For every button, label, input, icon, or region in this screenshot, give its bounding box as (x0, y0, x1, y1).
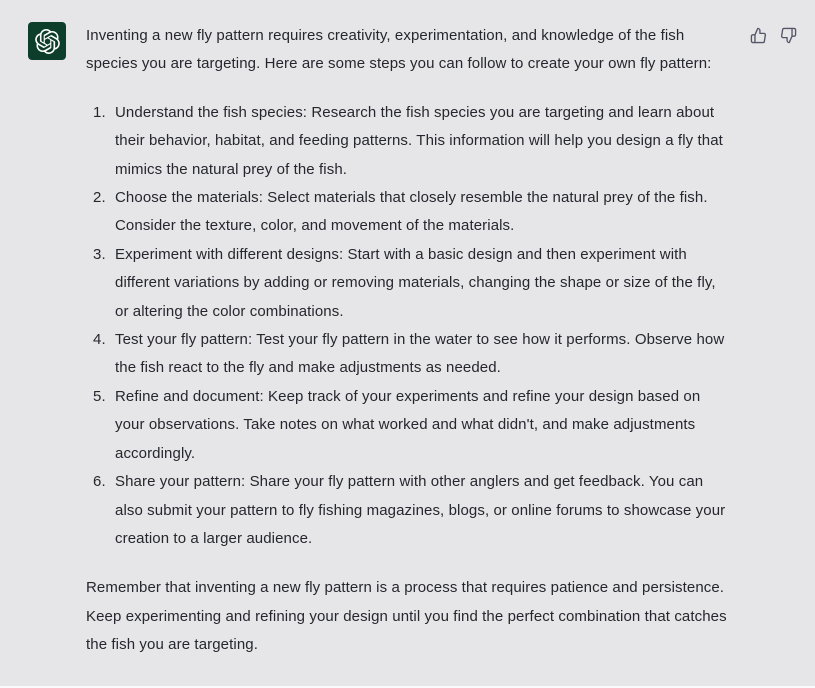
steps-list (86, 99, 730, 554)
thumbs-up-button[interactable] (750, 27, 767, 44)
list-item: 1. Understand the fish species: Research the fish species you are targeting and learn about their behavior, habitat, and feeding patterns. This information will help you design a fly that mimics the natural prey of the fish. (110, 99, 730, 184)
list-item: 3. Experiment with different designs: Start with a basic design and then experiment with different variations by adding or removing materials, changing the shape or size of the fly, or altering the color combinations. (110, 241, 730, 326)
message-feedback-actions (750, 22, 797, 44)
list-item: 2. Choose the materials: Select materials that closely resemble the natural prey of the fish. Consider the texture, color, and movement of the materials. (110, 184, 730, 241)
list-item: 5. Refine and document: Keep track of your experiments and refine your design based on your observations. Take notes on what worked and what didn't, and make adjustments accordingly. (110, 383, 730, 468)
openai-logo-icon (35, 29, 60, 54)
list-item: 6. Share your pattern: Share your fly pattern with other anglers and get feedback. You can also submit your pattern to fly fishing magazines, blogs, or online forums to showcase your creation to a larger audience. (110, 468, 730, 553)
list-item: 4. Test your fly pattern: Test your fly pattern in the water to see how it performs. Observe how the fish react to the fly and make adjustments as needed. (110, 326, 730, 383)
thumbs-down-icon (780, 32, 797, 47)
assistant-avatar (28, 22, 66, 60)
thumbs-up-icon (750, 32, 767, 47)
message-outro-paragraph: Remember that inventing a new fly pattern is a process that requires patience and persistence. Keep experimenting and refining your design until you find the perfect combination that catches the fish you are targeting. (86, 579, 727, 654)
thumbs-down-button[interactable] (780, 27, 797, 44)
message-body (86, 22, 730, 660)
message-intro-paragraph: Inventing a new fly pattern requires creativity, experimentation, and knowledge of the fish species you are targeting. Here are some steps you can follow to create your own fly pattern: (86, 27, 712, 73)
